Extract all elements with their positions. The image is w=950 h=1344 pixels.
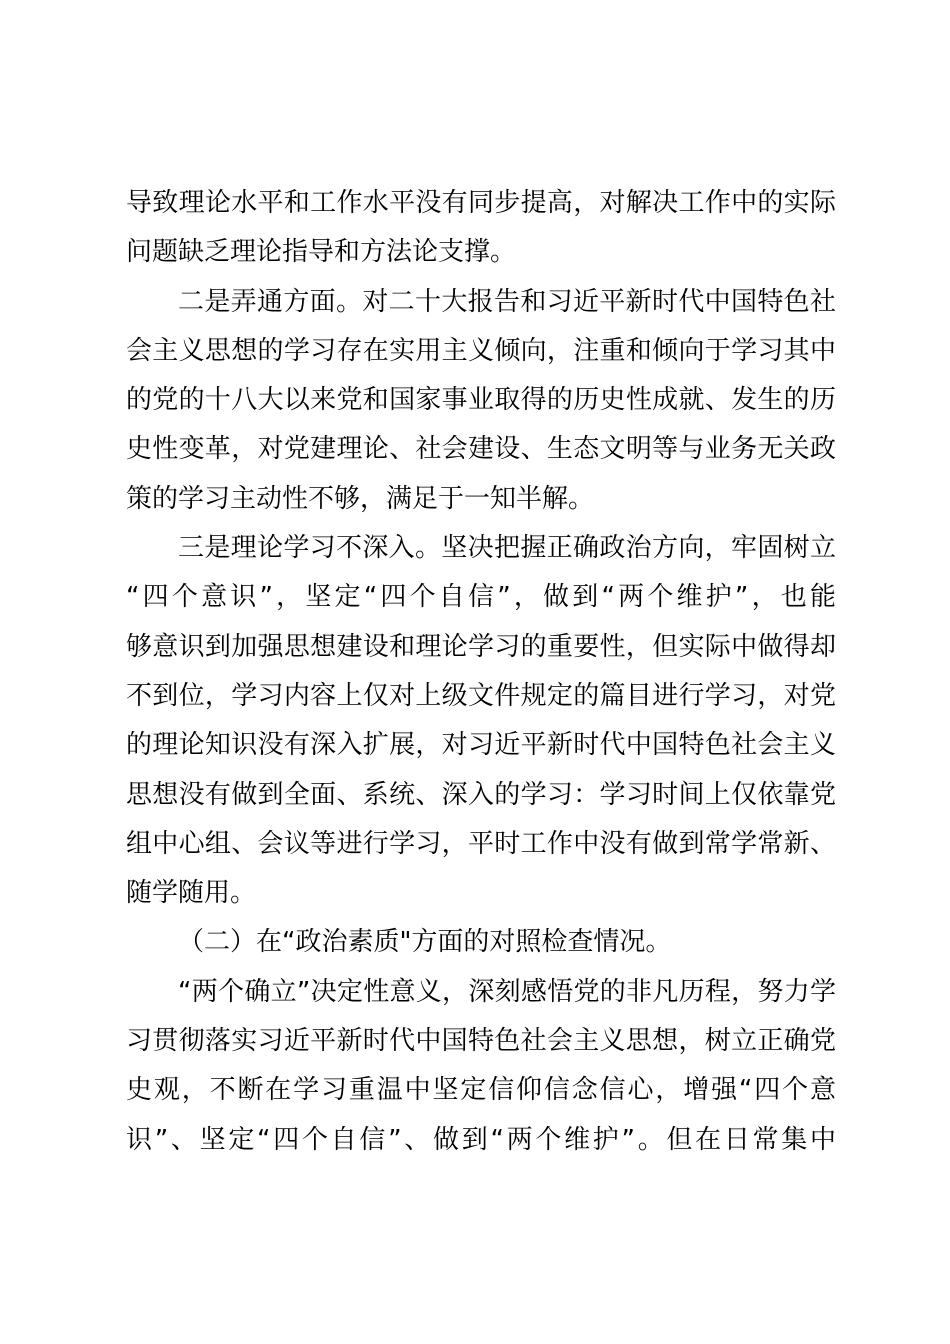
body-text xyxy=(126,179,836,1165)
text-line: 二是弄通方面。对二十大报告和习近平新时代中国特色社 xyxy=(178,286,836,317)
text-line: “两个确立”决定性意义，深刻感悟党的非凡历程，努力学 xyxy=(178,976,836,1007)
text-line: 够意识到加强思想建设和理论学习的重要性，但实际中做得却 xyxy=(126,631,836,662)
text-line: 问题缺乏理论指导和方法论支撑。 xyxy=(126,237,517,268)
text-line: 三是理论学习不深入。坚决把握正确政治方向，牢固树立 xyxy=(178,533,836,564)
text-line: 策的学习主动性不够，满足于一知半解。 xyxy=(126,483,595,514)
text-line: 的理论知识没有深入扩展，对习近平新时代中国特色社会主义 xyxy=(126,730,836,761)
text-line: 史观，不断在学习重温中坚定信仰信念信心，增强“四个意 xyxy=(126,1075,836,1106)
text-line: （二）在“政治素质"方面的对照检查情况。 xyxy=(178,927,672,958)
text-line: 会主义思想的学习存在实用主义倾向，注重和倾向于学习其中 xyxy=(126,335,836,366)
text-line: 组中心组、会议等进行学习，平时工作中没有做到常学常新、 xyxy=(126,828,836,859)
text-line: 随学随用。 xyxy=(126,878,257,909)
text-line: 识”、坚定“四个自信”、做到“两个维护”。但在日常集中 xyxy=(126,1124,836,1155)
text-line: 思想没有做到全面、系统、深入的学习：学习时间上仅依靠党 xyxy=(126,779,836,810)
text-line: 的党的十八大以来党和国家事业取得的历史性成就、发生的历 xyxy=(126,385,836,416)
text-line: 不到位，学习内容上仅对上级文件规定的篇目进行学习，对党 xyxy=(126,680,836,711)
text-line: “四个意识”，坚定“四个自信”，做到“两个维护”，也能 xyxy=(126,582,836,613)
text-line: 习贯彻落实习近平新时代中国特色社会主义思想，树立正确党 xyxy=(126,1026,836,1057)
text-line: 导致理论水平和工作水平没有同步提高，对解决工作中的实际 xyxy=(126,188,836,218)
text-line: 史性变革，对党建理论、社会建设、生态文明等与业务无关政 xyxy=(126,434,836,465)
